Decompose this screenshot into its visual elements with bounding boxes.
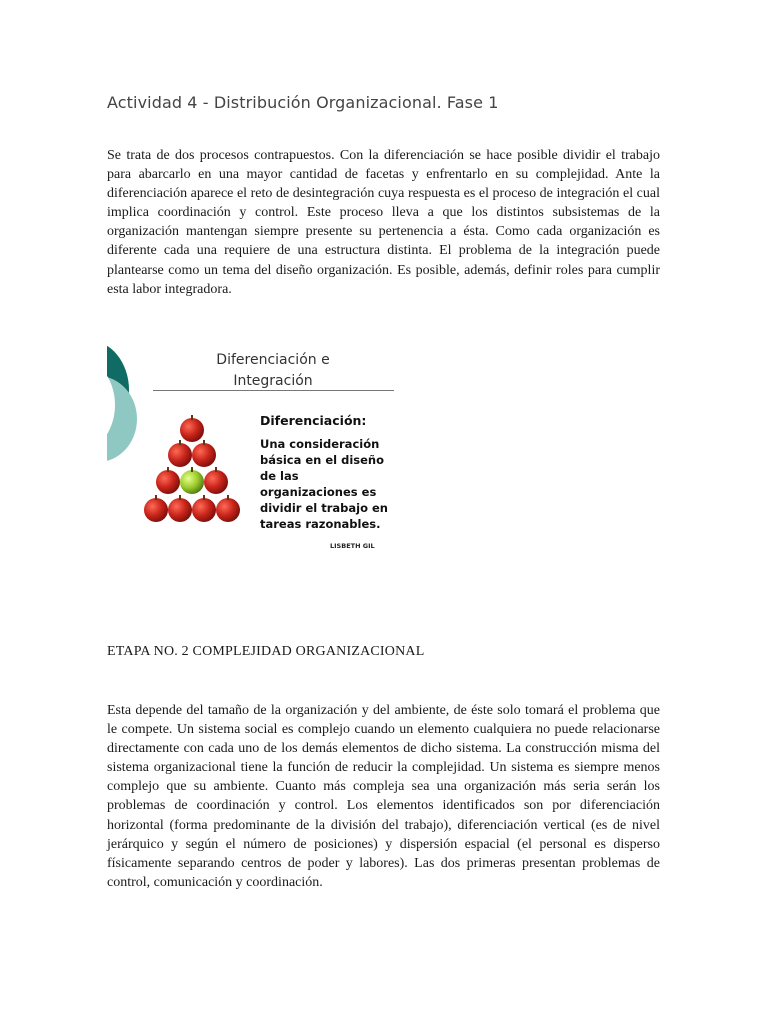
green-apple-icon [180,467,204,494]
apple-icon [204,467,228,494]
apple-icon [192,495,216,522]
apple-icon [168,495,192,522]
apple-icon [180,415,204,442]
apple-icon [216,495,240,522]
page-title: Actividad 4 - Distribución Organizacional. Fase 1 [107,93,499,112]
section-heading: ETAPA NO. 2 COMPLEJIDAD ORGANIZACIONAL [107,644,425,659]
apple-pyramid-illustration [137,412,247,532]
apple-icon [156,467,180,494]
figure-body-line: de las [260,469,299,483]
figure-body-line: tareas razonables. [260,517,381,531]
apple-icon [168,440,192,467]
figure-body-text [260,436,400,532]
apple-icon [144,495,168,522]
figure-body-line: Una consideración [260,437,380,451]
figure-diferenciacion [107,340,407,558]
apple-icon [192,440,216,467]
paragraph-complejidad: Esta depende del tamaño de la organización y del ambiente, de éste solo tomará el problema que le compete. Un sistema social es complejo cuando un elemento cualquiera no puede relacionarse directamente con cada uno de los demás elementos de dicho sistema. La construcción misma del sistema organizacional tiene la función de reducir la complejidad. Un sistema es siempre menos complejo que su ambiente. Cuanto más compleja sea una organización más seria serán los problemas de coordinación y control. Los elementos identificados son por diferenciación horizontal (forma predominante de la división del trabajo), diferenciación vertical (es de nivel jerárquico y según el número de posiciones) y dispersión espacial (el personal es disperso físicamente separando centros de poder y labores). Las dos primeras presentan problemas de control, comunicación y coordinación. [107,703,660,890]
figure-body-line: organizaciones es [260,485,377,499]
figure-title-line-2: Integración [233,373,313,389]
paragraph-intro: Se trata de dos procesos contrapuestos. Con la diferenciación se hace posible dividir el trabajo para abarcarlo en una mayor cantidad de facetas y enfrentarlo en su complejidad. Ante la diferenciación aparece el reto de desintegración cuya respuesta es el proceso de integración el cual implica coordinación y control. Este proceso lleva a que los distintos subsistemas de la organización mantengan siempre presente su pertenencia a ésta. Como cada organización es diferente cada una requiere de una estructura distinta. El problema de la integración puede plantearse como un tema del diseño organización. Es posible, además, definir roles para cumplir esta labor integradora. [107,148,660,297]
figure-divider [153,390,394,391]
figure-subtitle: Diferenciación: [260,413,367,428]
figure-body-line: básica en el diseño [260,453,385,467]
figure-author: LISBETH GIL [330,542,375,550]
figure-title [153,350,393,392]
figure-title-line-1: Diferenciación e [216,352,330,368]
figure-body-line: dividir el trabajo en [260,501,388,515]
